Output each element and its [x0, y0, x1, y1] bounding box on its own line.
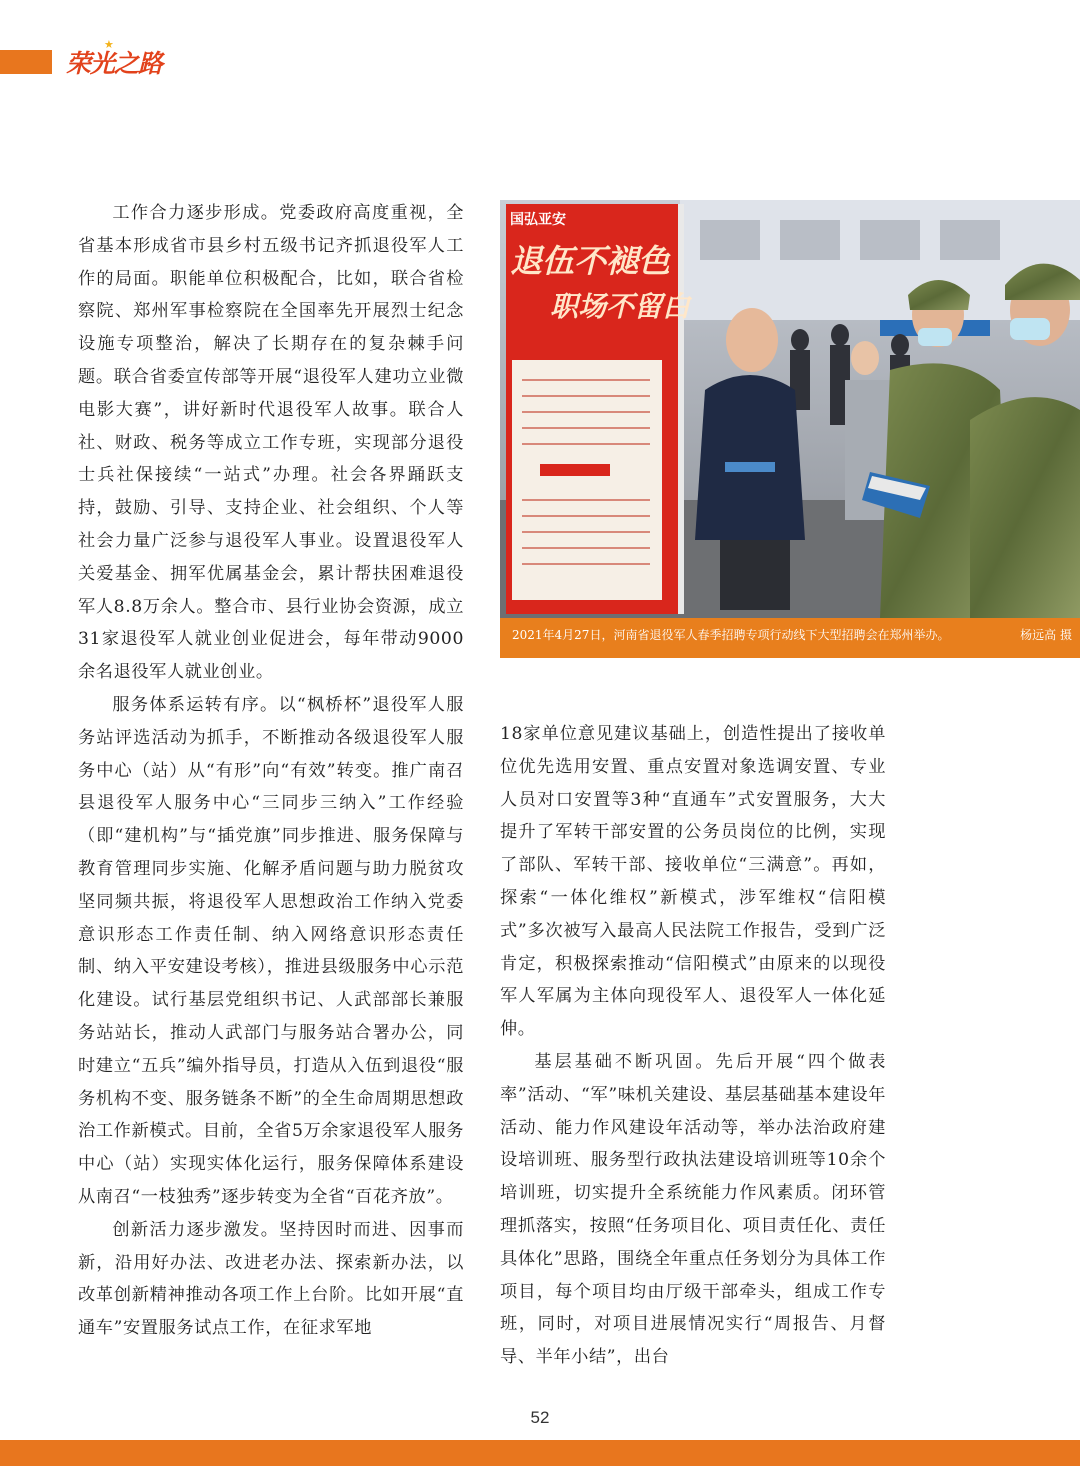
page-number: 52 — [530, 1408, 550, 1427]
paragraph-grassroots: 基层基础不断巩固。先后开展“四个做表率”活动、“军”味机关建设、基层基础基本建设年活动、能力作风建设年活动等，举办法治政府建设培训班、服务型行政执法建设培训班等10余个培训班，切实提升全系统能力作风素质。闭环管理抓落实，按照“任务项目化、项目责任化、责任具体化”思路，围绕全年重点任务划分为具体工作项目，每个项目均由厅级干部牵头，组成工作专班，同时，对项目进展情况实行“周报告、月督导、半年小结”，出台 — [500, 1051, 886, 1368]
right-column — [500, 718, 886, 1374]
photo-caption — [512, 624, 1072, 646]
banner-slogan-line-1: 退伍不褪色 — [510, 242, 671, 280]
job-fair-photo — [500, 200, 1080, 618]
continued-paragraph: 18家单位意见建议基础上，创造性提出了接收单位优先选用安置、重点安置对象选调安置、专业人员对口安置等3种“直通车”式安置服务，大大提升了军转干部安置的公务员岗位的比例，实现了部队、军转干部、接收单位“三满意”。再如，探索“一体化维权”新模式，涉军维权“信阳模式”多次被写入最高人民法院工作报告，受到广泛肯定，积极探索推动“信阳模式”由原来的以现役军人军属为主体向现役军人、退役军人一体化延伸。 — [500, 724, 886, 1040]
paragraph-work-synergy: 工作合力逐步形成。党委政府高度重视，全省基本形成省市县乡村五级书记齐抓退役军人工作的局面。职能单位积极配合，比如，联合省检察院、郑州军事检察院在全国率先开展烈士纪念设施专项整治，解决了长期存在的复杂棘手问题。联合省委宣传部等开展“退役军人建功立业微电影大赛”，讲好新时代退役军人故事。联合人社、财政、税务等成立工作专班，实现部分退役士兵社保接续“一站式”办理。社会各界踊跃支持，鼓励、引导、支持企业、社会组织、个人等社会力量广泛参与退役军人事业。设置退役军人关爱基金、拥军优属基金会，累计帮扶困难退役军人8.8万余人。整合市、县行业协会资源，成立31家退役军人就业创业促进会，每年带动9000余名退役军人就业创业。 — [78, 203, 464, 683]
banner-logo: 国弘亚安 — [510, 212, 566, 228]
banner-slogan-line-2: 职场不留白 — [550, 290, 691, 323]
footer-accent-bar — [0, 1440, 1080, 1466]
paragraph-service-system: 服务体系运转有序。以“枫桥杯”退役军人服务站评选活动为抓手，不断推动各级退役军人服务中心（站）从“有形”向“有效”转变。推广南召县退役军人服务中心“三同步三纳入”工作经验（即“建机构”与“插党旗”同步推进、服务保障与教育管理同步实施、化解矛盾问题与助力脱贫攻坚同频共振，将退役军人思想政治工作纳入党委意识形态工作责任制、纳入网络意识形态责任制、纳入平安建设考核），推进县级服务中心示范化建设。试行基层党组织书记、人武部部长兼服务站站长，推动人武部门与服务站合署办公，同时建立“五兵”编外指导员，打造从入伍到退役“服务机构不变、服务链条不断”的全生命周期思想政治工作新模式。目前，全省5万余家退役军人服务中心（站）实现实体化运行，服务保障体系建设从南召“一枝独秀”逐步转变为全省“百花齐放”。 — [78, 694, 464, 1207]
header-accent-bar — [0, 50, 52, 74]
paragraph-innovation: 创新活力逐步激发。坚持因时而进、因事而新，沿用好办法、改进老办法、探索新办法，以改革创新精神推动各项工作上台阶。比如开展“直通车”安置服务试点工作，在征求军地 — [78, 1219, 464, 1339]
photo-figure — [500, 200, 1080, 658]
section-title-text: 荣光之路 — [66, 49, 163, 78]
star-icon: ★ — [104, 38, 113, 51]
left-column — [78, 197, 464, 1345]
caption-text: 2021年4月27日，河南省退役军人春季招聘专项行动线下大型招聘会在郑州举办。 — [512, 628, 950, 642]
section-title — [66, 38, 163, 80]
photo-credit: 杨远高 摄 — [1020, 628, 1072, 642]
